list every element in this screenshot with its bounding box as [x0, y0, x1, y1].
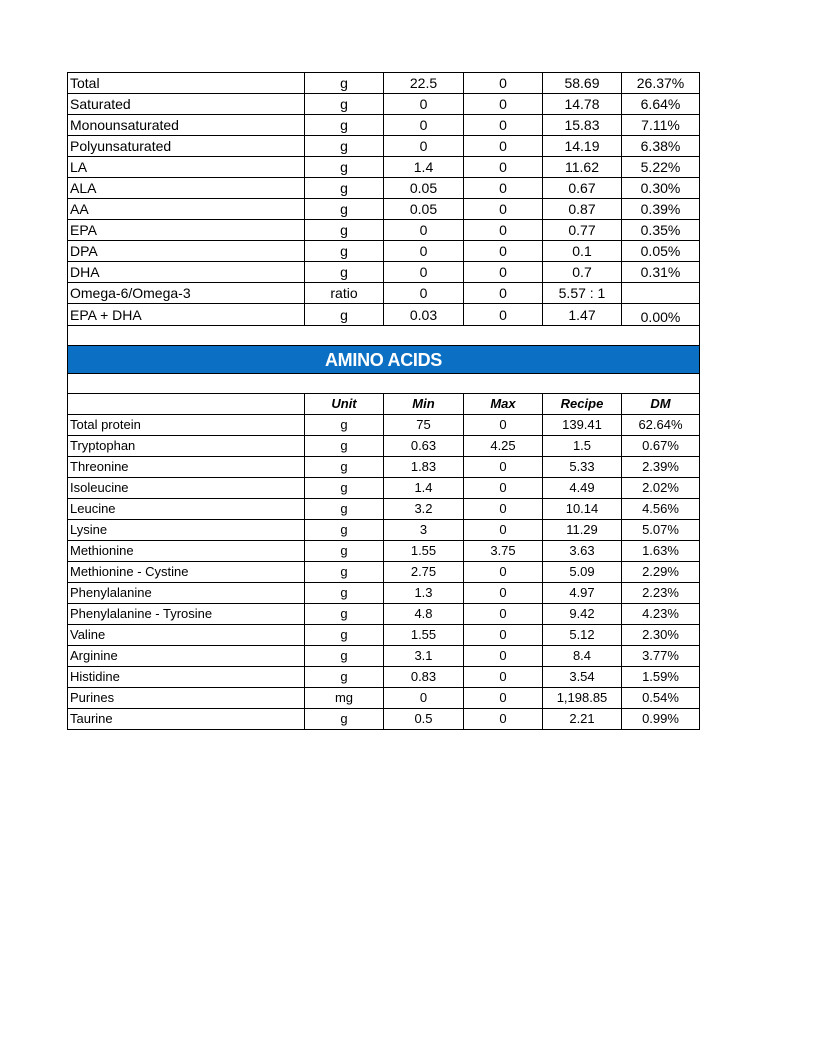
unit-cell: g	[305, 157, 384, 178]
table-row	[68, 688, 700, 709]
max-cell: 0	[464, 283, 543, 304]
nutrient-name: Arginine	[68, 646, 305, 667]
min-cell: 0	[384, 283, 464, 304]
recipe-cell: 3.54	[543, 667, 622, 688]
header-recipe: Recipe	[543, 394, 622, 415]
dm-cell: 4.56%	[622, 499, 700, 520]
table-row	[68, 220, 700, 241]
recipe-cell: 5.09	[543, 562, 622, 583]
header-nutrient	[68, 394, 305, 415]
recipe-cell: 15.83	[543, 115, 622, 136]
recipe-cell: 3.63	[543, 541, 622, 562]
max-cell: 0	[464, 241, 543, 262]
amino-section	[68, 326, 700, 415]
table-row	[68, 625, 700, 646]
max-cell: 0	[464, 199, 543, 220]
table-row	[68, 478, 700, 499]
nutrient-name: Threonine	[68, 457, 305, 478]
max-cell: 0	[464, 136, 543, 157]
unit-cell: g	[305, 199, 384, 220]
max-cell: 3.75	[464, 541, 543, 562]
min-cell: 4.8	[384, 604, 464, 625]
unit-cell: g	[305, 220, 384, 241]
min-cell: 22.5	[384, 73, 464, 94]
nutrient-table	[67, 72, 700, 730]
recipe-cell: 1.5	[543, 436, 622, 457]
header-min: Min	[384, 394, 464, 415]
nutrient-name: Total protein	[68, 415, 305, 436]
nutrient-name: DPA	[68, 241, 305, 262]
nutrient-name: Purines	[68, 688, 305, 709]
nutrient-name: Methionine - Cystine	[68, 562, 305, 583]
nutrient-name: Methionine	[68, 541, 305, 562]
dm-cell: 2.29%	[622, 562, 700, 583]
table-row	[68, 241, 700, 262]
recipe-cell: 5.33	[543, 457, 622, 478]
unit-cell: g	[305, 583, 384, 604]
dm-cell: 0.00%	[622, 304, 700, 326]
dm-cell: 2.30%	[622, 625, 700, 646]
min-cell: 1.4	[384, 157, 464, 178]
max-cell: 0	[464, 220, 543, 241]
unit-cell: g	[305, 520, 384, 541]
amino-rows	[68, 415, 700, 730]
unit-cell: g	[305, 241, 384, 262]
max-cell: 0	[464, 604, 543, 625]
dm-cell: 2.39%	[622, 457, 700, 478]
nutrient-name: Taurine	[68, 709, 305, 730]
nutrient-name: Phenylalanine	[68, 583, 305, 604]
dm-cell: 1.63%	[622, 541, 700, 562]
min-cell: 0.05	[384, 178, 464, 199]
table-row	[68, 646, 700, 667]
max-cell: 0	[464, 262, 543, 283]
section-title: AMINO ACIDS	[68, 346, 700, 374]
nutrient-name: Valine	[68, 625, 305, 646]
dm-cell: 3.77%	[622, 646, 700, 667]
dm-cell: 6.64%	[622, 94, 700, 115]
table-row	[68, 178, 700, 199]
max-cell: 0	[464, 646, 543, 667]
table-row	[68, 283, 700, 304]
unit-cell: g	[305, 457, 384, 478]
table-row	[68, 604, 700, 625]
max-cell: 0	[464, 520, 543, 541]
max-cell: 0	[464, 478, 543, 499]
nutrient-name: AA	[68, 199, 305, 220]
dm-cell: 0.31%	[622, 262, 700, 283]
min-cell: 0.63	[384, 436, 464, 457]
unit-cell: mg	[305, 688, 384, 709]
unit-cell: g	[305, 604, 384, 625]
recipe-cell: 8.4	[543, 646, 622, 667]
table-row	[68, 262, 700, 283]
recipe-cell: 0.87	[543, 199, 622, 220]
unit-cell: g	[305, 178, 384, 199]
max-cell: 0	[464, 304, 543, 326]
nutrient-name: Polyunsaturated	[68, 136, 305, 157]
recipe-cell: 11.29	[543, 520, 622, 541]
nutrition-sheet	[67, 72, 699, 730]
table-row	[68, 709, 700, 730]
unit-cell: g	[305, 415, 384, 436]
table-row	[68, 436, 700, 457]
max-cell: 0	[464, 499, 543, 520]
min-cell: 3	[384, 520, 464, 541]
unit-cell: g	[305, 541, 384, 562]
min-cell: 0	[384, 94, 464, 115]
dm-cell: 2.02%	[622, 478, 700, 499]
recipe-cell: 5.57 : 1	[543, 283, 622, 304]
table-row	[68, 562, 700, 583]
recipe-cell: 4.49	[543, 478, 622, 499]
max-cell: 0	[464, 583, 543, 604]
nutrient-name: Lysine	[68, 520, 305, 541]
table-row	[68, 583, 700, 604]
min-cell: 0.05	[384, 199, 464, 220]
dm-cell: 5.22%	[622, 157, 700, 178]
table-row	[68, 667, 700, 688]
min-cell: 1.3	[384, 583, 464, 604]
nutrient-name: Phenylalanine - Tyrosine	[68, 604, 305, 625]
table-row	[68, 115, 700, 136]
min-cell: 0.03	[384, 304, 464, 326]
min-cell: 0	[384, 688, 464, 709]
nutrient-name: Saturated	[68, 94, 305, 115]
nutrient-name: Histidine	[68, 667, 305, 688]
dm-cell: 0.67%	[622, 436, 700, 457]
header-dm: DM	[622, 394, 700, 415]
table-row	[68, 304, 700, 326]
spacer-row	[68, 374, 700, 394]
min-cell: 3.2	[384, 499, 464, 520]
header-max: Max	[464, 394, 543, 415]
nutrient-name: Total	[68, 73, 305, 94]
unit-cell: g	[305, 304, 384, 326]
unit-cell: g	[305, 115, 384, 136]
min-cell: 1.83	[384, 457, 464, 478]
recipe-cell: 58.69	[543, 73, 622, 94]
recipe-cell: 139.41	[543, 415, 622, 436]
max-cell: 0	[464, 94, 543, 115]
unit-cell: g	[305, 667, 384, 688]
unit-cell: g	[305, 499, 384, 520]
recipe-cell: 0.1	[543, 241, 622, 262]
unit-cell: g	[305, 136, 384, 157]
nutrient-name: LA	[68, 157, 305, 178]
dm-cell: 0.54%	[622, 688, 700, 709]
nutrient-name: Leucine	[68, 499, 305, 520]
table-row	[68, 541, 700, 562]
min-cell: 0	[384, 241, 464, 262]
recipe-cell: 1,198.85	[543, 688, 622, 709]
min-cell: 75	[384, 415, 464, 436]
unit-cell: ratio	[305, 283, 384, 304]
max-cell: 0	[464, 667, 543, 688]
unit-cell: g	[305, 73, 384, 94]
section-banner	[68, 346, 700, 374]
table-row	[68, 415, 700, 436]
table-row	[68, 199, 700, 220]
table-row	[68, 73, 700, 94]
recipe-cell: 2.21	[543, 709, 622, 730]
dm-cell: 4.23%	[622, 604, 700, 625]
min-cell: 0	[384, 115, 464, 136]
unit-cell: g	[305, 562, 384, 583]
max-cell: 0	[464, 457, 543, 478]
nutrient-name: Tryptophan	[68, 436, 305, 457]
dm-cell: 6.38%	[622, 136, 700, 157]
recipe-cell: 5.12	[543, 625, 622, 646]
nutrient-name: EPA + DHA	[68, 304, 305, 326]
table-row	[68, 94, 700, 115]
table-row	[68, 157, 700, 178]
unit-cell: g	[305, 94, 384, 115]
dm-cell: 0.39%	[622, 199, 700, 220]
min-cell: 3.1	[384, 646, 464, 667]
dm-cell: 62.64%	[622, 415, 700, 436]
max-cell: 0	[464, 178, 543, 199]
table-row	[68, 136, 700, 157]
unit-cell: g	[305, 709, 384, 730]
table-row	[68, 457, 700, 478]
dm-cell: 0.30%	[622, 178, 700, 199]
min-cell: 1.4	[384, 478, 464, 499]
recipe-cell: 1.47	[543, 304, 622, 326]
min-cell: 0.5	[384, 709, 464, 730]
max-cell: 0	[464, 415, 543, 436]
max-cell: 0	[464, 562, 543, 583]
nutrient-name: Omega-6/Omega-3	[68, 283, 305, 304]
max-cell: 0	[464, 73, 543, 94]
max-cell: 4.25	[464, 436, 543, 457]
min-cell: 1.55	[384, 625, 464, 646]
max-cell: 0	[464, 157, 543, 178]
table-row	[68, 520, 700, 541]
nutrient-name: Monounsaturated	[68, 115, 305, 136]
recipe-cell: 0.77	[543, 220, 622, 241]
max-cell: 0	[464, 709, 543, 730]
recipe-cell: 0.67	[543, 178, 622, 199]
nutrient-name: Isoleucine	[68, 478, 305, 499]
min-cell: 0	[384, 262, 464, 283]
dm-cell: 1.59%	[622, 667, 700, 688]
dm-cell: 0.99%	[622, 709, 700, 730]
fats-section	[68, 73, 700, 326]
unit-cell: g	[305, 625, 384, 646]
max-cell: 0	[464, 625, 543, 646]
dm-cell: 26.37%	[622, 73, 700, 94]
max-cell: 0	[464, 115, 543, 136]
min-cell: 2.75	[384, 562, 464, 583]
min-cell: 0.83	[384, 667, 464, 688]
max-cell: 0	[464, 688, 543, 709]
dm-cell: 7.11%	[622, 115, 700, 136]
min-cell: 0	[384, 220, 464, 241]
nutrient-name: DHA	[68, 262, 305, 283]
nutrient-name: ALA	[68, 178, 305, 199]
recipe-cell: 4.97	[543, 583, 622, 604]
table-row	[68, 499, 700, 520]
dm-cell: 0.35%	[622, 220, 700, 241]
unit-cell: g	[305, 478, 384, 499]
unit-cell: g	[305, 262, 384, 283]
dm-cell	[622, 283, 700, 304]
dm-cell: 0.05%	[622, 241, 700, 262]
recipe-cell: 0.7	[543, 262, 622, 283]
recipe-cell: 10.14	[543, 499, 622, 520]
dm-cell: 5.07%	[622, 520, 700, 541]
recipe-cell: 11.62	[543, 157, 622, 178]
recipe-cell: 14.78	[543, 94, 622, 115]
unit-cell: g	[305, 646, 384, 667]
min-cell: 1.55	[384, 541, 464, 562]
header-unit: Unit	[305, 394, 384, 415]
spacer-row	[68, 326, 700, 346]
recipe-cell: 9.42	[543, 604, 622, 625]
unit-cell: g	[305, 436, 384, 457]
recipe-cell: 14.19	[543, 136, 622, 157]
column-header-row	[68, 394, 700, 415]
dm-cell: 2.23%	[622, 583, 700, 604]
min-cell: 0	[384, 136, 464, 157]
nutrient-name: EPA	[68, 220, 305, 241]
